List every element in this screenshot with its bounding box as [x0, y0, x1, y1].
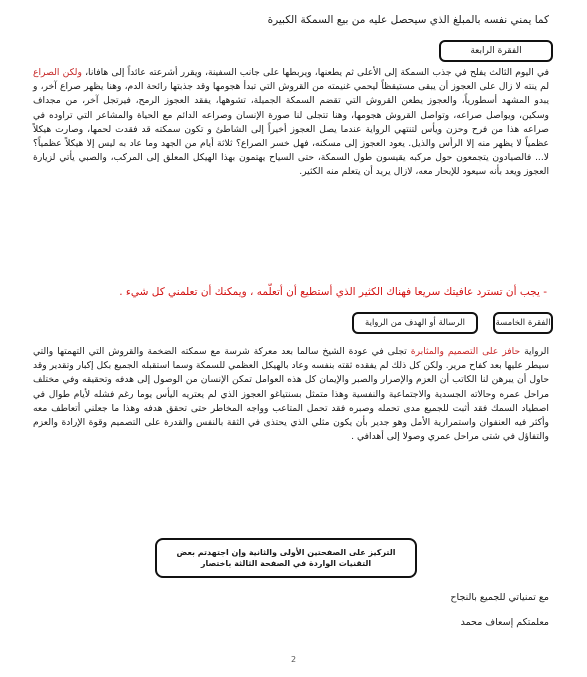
section5-red-phrase: حافز على التصميم والمثابرة: [410, 346, 521, 357]
page-number: 2: [290, 655, 297, 664]
quote-bullet: - يجب أن تسترد عافيتك سريعا فهناك الكثير الذي أستطيع أن أتعلّمه ، ويمكنك أن تعلمني كل شيء .: [119, 286, 547, 298]
section5-text-a: الرواية: [524, 346, 550, 357]
section4-text-b: لم ينته لا زال على العجوز أن يبقى مستيقظاً ليحمي غنيمته من القروش التي تبدأ هجومها وقد جذبتها رائحة الدم، وهنا يظهر صراع آخر، و يبدو المشهد أسطورياً، والعجوز يطعن القروش التي تقضم السمكة الجميلة، تشوهها، يفقد العجوز الرمح، فيرتجل آخر، من مجداف وسكين، ويواصل صراعه، وتواصل القروش هجومها، وهنا تتجلى لنا صورة الإنسان وصراعه الدائم مع الحياة والمشاعر التي تراوده في صراعه هذا من فرح وحزن ويأس لتنتهي الرواية عندما يصل العجوز أخيراً إلى الشاطئ و تكون سمكته قد فقدت لحمها، وصارت هيكلاً عظمياً لا يظهر منه إلا الرأس والذيل. يعود العجوز إلى مسكنه، فهل خسر الصراع؟ ثلاثة أيام من الجهد وما عاد به ليس إلا هيكلاً عظمياً؟ لا... فالصيادون يتجمعون حول مركبه يقيسون طول السمكة، حتى السياح يهتمون بهذا الهيكل المعلق إلى المركب، والصبي يأتي لزيارة العجوز ويعد بأنه سيعود للإبحار معه، لازال يريد أن يتعلم منه الكثير.: [33, 81, 549, 178]
closing-wishes: مع تمنياتي للجميع بالنجاح: [450, 592, 549, 603]
section5-paragraph: [33, 345, 549, 444]
note-line-1: التركيز على الصفحتين الأولى والثانية وإن اجتهدتم بعض: [176, 548, 396, 557]
note-line-2: التقنيات الواردة في الصفحة الثالثة باختصار: [200, 559, 372, 568]
intro-line: كما يمني نفسه بالمبلغ الذي سيحصل عليه من بيع السمكة الكبيرة: [267, 14, 549, 26]
section5-heading-box: [493, 312, 553, 334]
section5-subheading-box: [352, 312, 478, 334]
section4-heading-box: [439, 40, 553, 62]
section4-text-a: في اليوم الثالث يفلح في جذب السمكة إلى الأعلى ثم يطعنها، ويربطها على جانب السفينة، ويقرر أشرعته عائداً إلى هافانا،: [85, 67, 550, 78]
note-box: [155, 538, 417, 578]
section4-paragraph: [33, 66, 549, 180]
section5-subheading: الرسالة أو الهدف من الرواية: [365, 318, 465, 328]
section5-heading: الفقرة الخامسة: [495, 318, 551, 328]
section4-heading: الفقرة الرابعة: [470, 46, 522, 56]
section4-red-phrase: ولكن الصراع: [33, 67, 82, 78]
section5-text-b: تجلى في عودة الشيخ سالما بعد معركة شرسة مع سمكته الضخمة والقروش التي التهمتها والتي سيطر عليها بعد كفاح مرير. ولكن كل ذلك لم يفقده ثقته بنفسه وعاد بالهيكل العظمي للسمكة وسما استقبله الجميع بكل إكبار وتقدير وقد حاول أن يبرهن لنا الكاتب أن العزم والإصرار والصبر والإيمان كل هذه العوامل تمكن الإنسان من الوصول إلى هدفه وتحقيقه وفي مختلف مراحل عمره وحالاته الجسدية والاجتماعية والنفسية وهذا متمثل بسنتياغو العجوز الذي لم يعتريه اليأس يوما رغم فشله لأيام طوال في اصطياد السمك فقد أثبت للجميع مدى تحمله وصبره فقد تحمل المتاعب وواجه المخاطر حتى تحقق هدفه وهذا ما جعلني أتعاطف معه وأكثر فيه العنفوان واستمرارية الأمل وهو جدير بأن يكون مثلي الذي يحتذى في الثقة بالنفس والقدرة على التصميم وقوة الإرادة والعزم والتفاؤل في شتى مراحل عمري وصولا إلى أهدافي .: [33, 346, 549, 443]
closing-signature: معلمتكم إسعاف محمد: [460, 617, 549, 628]
